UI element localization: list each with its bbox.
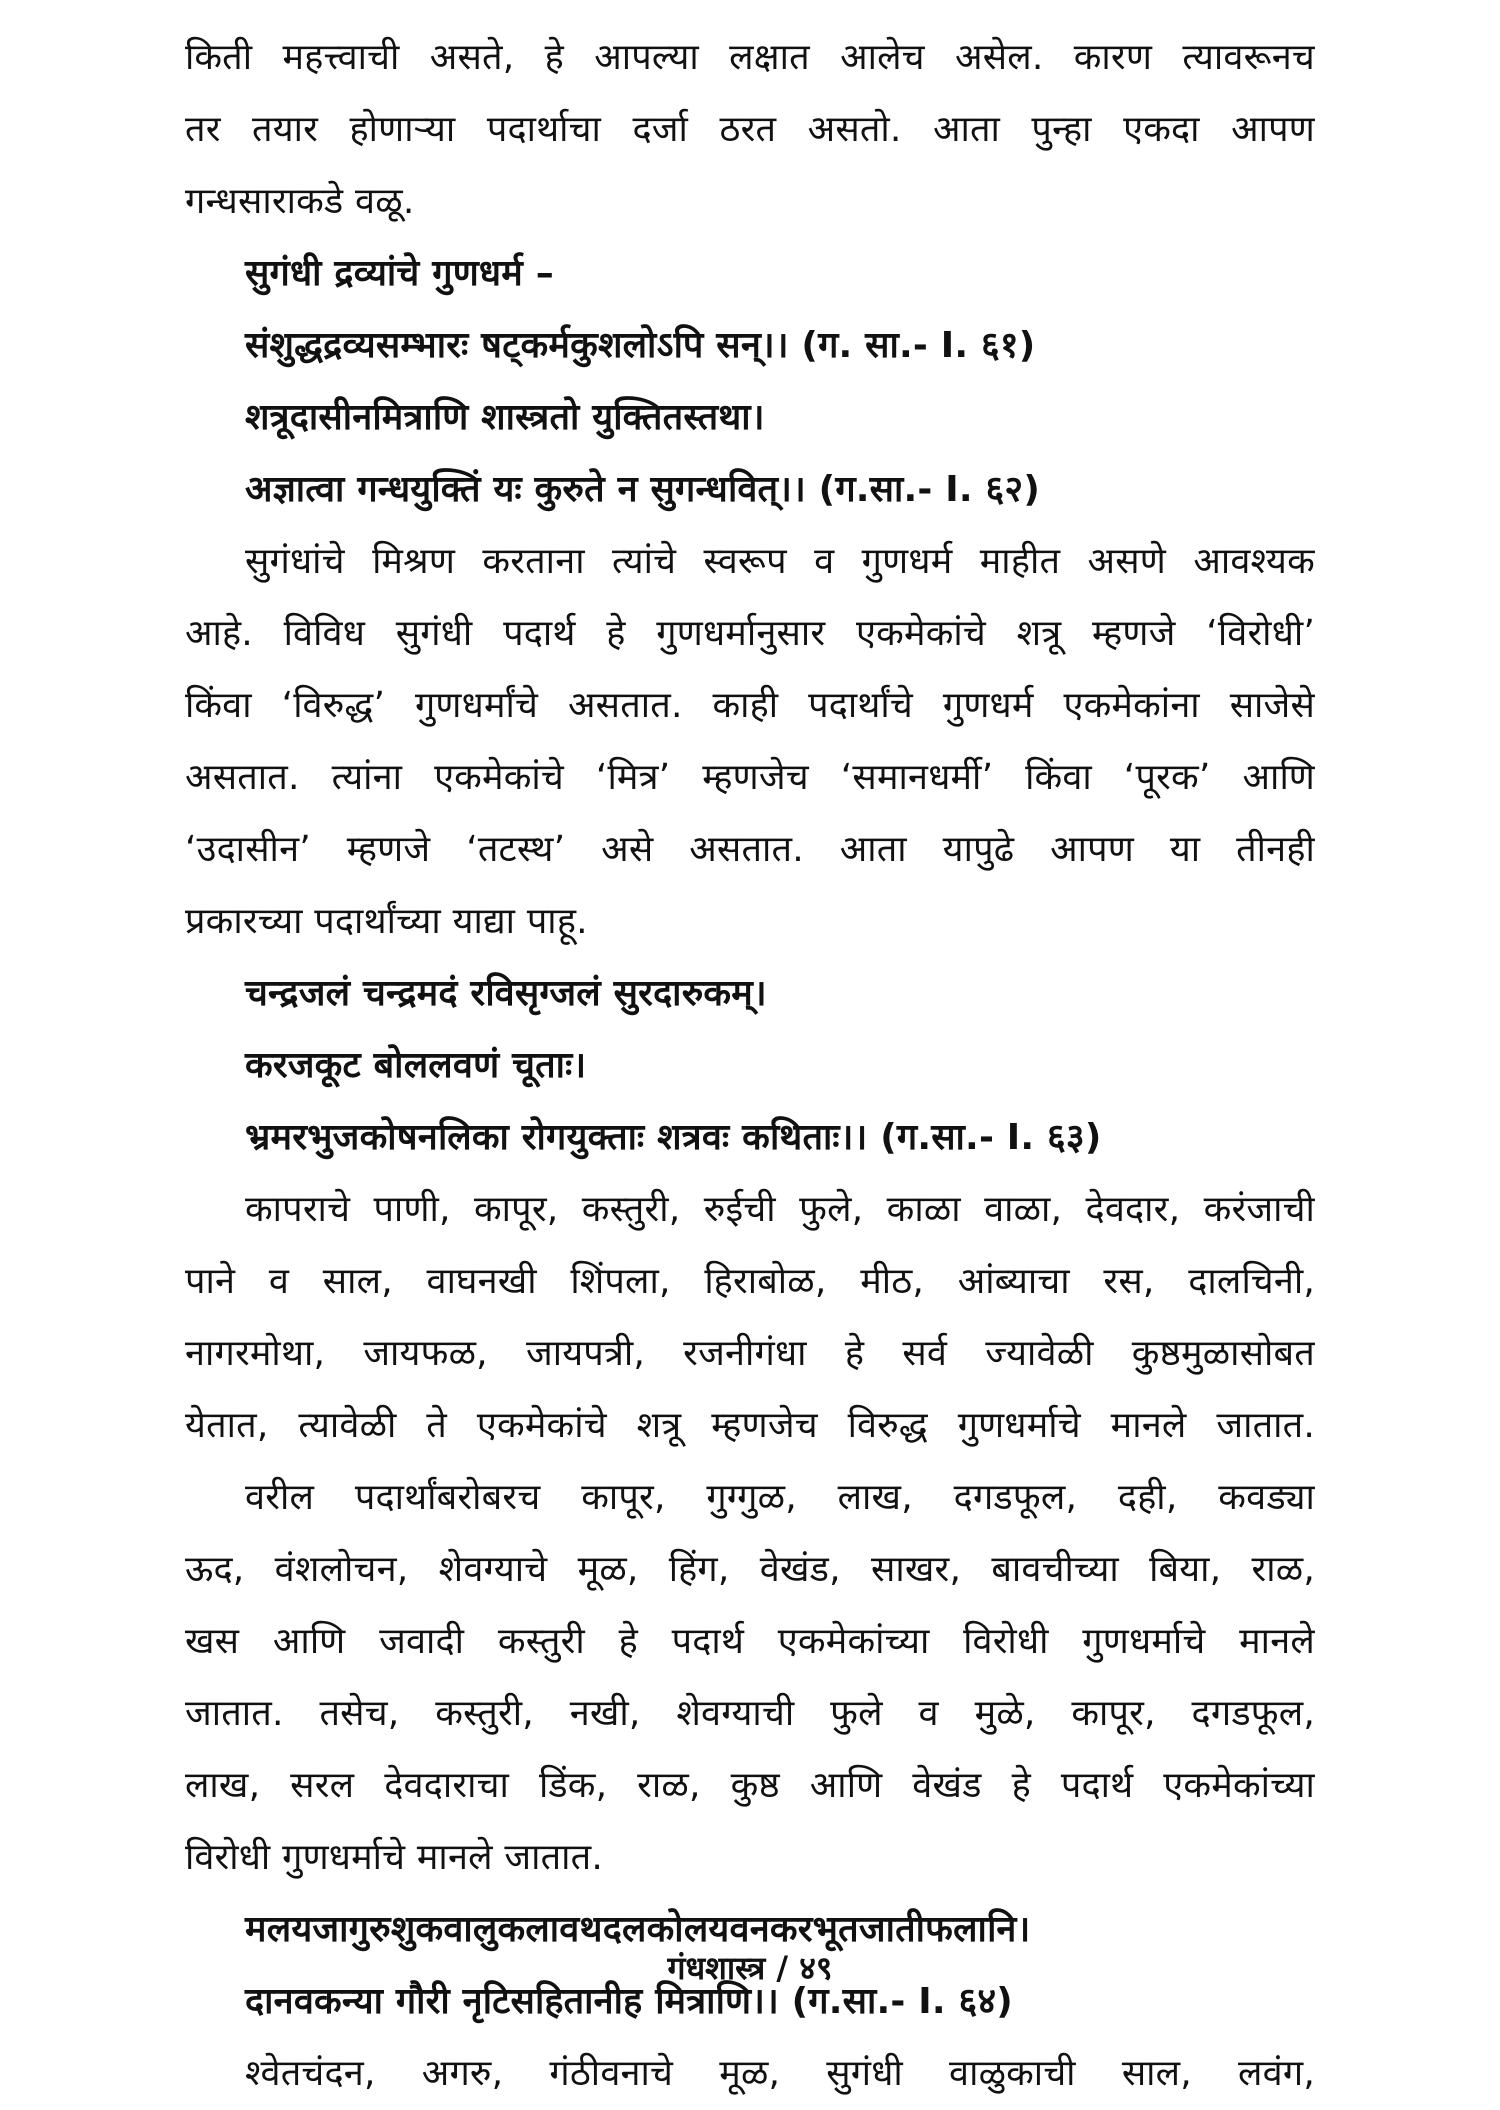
verse-line-7: मलयजागुरुशुकवालुकलावथदलकोलयवनकरभूतजातीफलानि। bbox=[245, 1909, 1031, 1950]
verse-line-1: संशुद्धद्रव्यसम्भारः षट्कर्मकुशलोऽपि सन्।। (ग. सा.- I. ६१) bbox=[245, 325, 1036, 366]
text-line-11: पाने व साल, वाघनखी शिंपला, हिराबोळ, मीठ, आंब्याचा रस, दालचिनी, bbox=[185, 1261, 1315, 1302]
text-line-18: लाख, सरल देवदाराचा डिंक, राळ, कुष्ठ आणि वेखंड हे पदार्थ एकमेकांच्या bbox=[185, 1765, 1315, 1806]
text-line-19: विरोधी गुणधर्माचे मानले जातात. bbox=[185, 1837, 604, 1878]
text-line-4: सुगंधांचे मिश्रण करताना त्यांचे स्वरूप व गुणधर्म माहीत असणे आवश्यक bbox=[245, 541, 1315, 582]
text-line-13: येतात, त्यावेळी ते एकमेकांचे शत्रू म्हणजेच विरुद्ध गुणधर्माचे मानले जातात. bbox=[185, 1405, 1315, 1446]
text-line-16: खस आणि जवादी कस्तुरी हे पदार्थ एकमेकांच्या विरोधी गुणधर्माचे मानले bbox=[185, 1621, 1315, 1662]
verse-line-4: चन्द्रजलं चन्द्रमदं रविसृग्जलं सुरदारुकम्। bbox=[245, 973, 767, 1014]
verse-line-2: शत्रूदासीनमित्राणि शास्त्रतो युक्तितस्तथा। bbox=[245, 397, 765, 438]
verse-line-3: अज्ञात्वा गन्धयुक्तिं यः कुरुते न सुगन्धवित्।। (ग.सा.- I. ६२) bbox=[245, 469, 1040, 510]
text-line-2: तर तयार होणाऱ्या पदार्थाचा दर्जा ठरत असतो. आता पुन्हा एकदा आपण bbox=[185, 109, 1315, 150]
text-line-15: ऊद, वंशलोचन, शेवग्याचे मूळ, हिंग, वेखंड, साखर, बावचीच्या बिया, राळ, bbox=[185, 1549, 1315, 1590]
text-line-14: वरील पदार्थांबरोबरच कापूर, गुग्गुळ, लाख, दगडफूल, दही, कवड्या bbox=[245, 1477, 1315, 1518]
text-line-3: गन्धसाराकडे वळू. bbox=[185, 181, 415, 222]
page-footer: गंधशास्त्र / ४९ bbox=[667, 1949, 833, 1987]
section-heading: सुगंधी द्रव्यांचे गुणधर्म – bbox=[245, 253, 554, 294]
text-line-10: कापराचे पाणी, कापूर, कस्तुरी, रुईची फुले, काळा वाळा, देवदार, करंजाची bbox=[245, 1189, 1315, 1230]
text-line-12: नागरमोथा, जायफळ, जायपत्री, रजनीगंधा हे सर्व ज्यावेळी कुष्ठमुळासोबत bbox=[185, 1333, 1315, 1374]
text-line-5: आहे. विविध सुगंधी पदार्थ हे गुणधर्मानुसार एकमेकांचे शत्रू म्हणजे ‘विरोधी’ bbox=[185, 613, 1315, 654]
text-line-20: श्वेतचंदन, अगरु, गंठीवनाचे मूळ, सुगंधी वाळुकाची साल, लवंग, bbox=[245, 2053, 1315, 2094]
text-line-17: जातात. तसेच, कस्तुरी, नखी, शेवग्याची फुले व मुळे, कापूर, दगडफूल, bbox=[185, 1693, 1315, 1734]
text-line-9: प्रकारच्या पदार्थांच्या याद्या पाहू. bbox=[185, 901, 588, 942]
verse-line-5: करजकूट बोललवणं चूताः। bbox=[245, 1045, 587, 1086]
text-line-7: असतात. त्यांना एकमेकांचे ‘मित्र’ म्हणजेच ‘समानधर्मी’ किंवा ‘पूरक’ आणि bbox=[185, 757, 1315, 798]
text-line-6: किंवा ‘विरुद्ध’ गुणधर्मांचे असतात. काही पदार्थांचे गुणधर्म एकमेकांना साजेसे bbox=[185, 685, 1315, 726]
text-line-1: किती महत्त्वाची असते, हे आपल्या लक्षात आलेच असेल. कारण त्यावरूनच bbox=[185, 37, 1315, 78]
verse-line-6: भ्रमरभुजकोषनलिका रोगयुक्ताः शत्रवः कथिताः।। (ग.सा.- I. ६३) bbox=[245, 1117, 1102, 1158]
text-line-8: ‘उदासीन’ म्हणजे ‘तटस्थ’ असे असतात. आता यापुढे आपण या तीनही bbox=[185, 829, 1315, 870]
verse-line-8: दानवकन्या गौरी नृटिसहितानीह मित्राणि।। (ग.सा.- I. ६४) bbox=[245, 1981, 1013, 2022]
page-body bbox=[185, 22, 1315, 2110]
